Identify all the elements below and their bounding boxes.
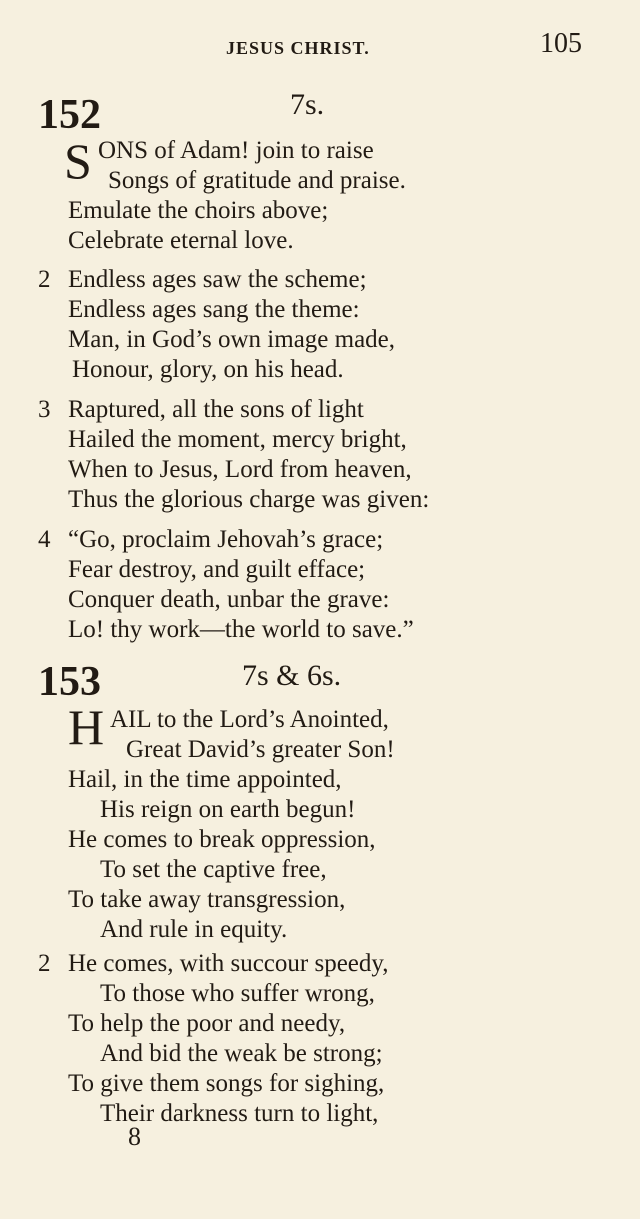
hymn-number-152: 152 [38, 92, 101, 138]
page-number: 105 [540, 28, 582, 59]
hymn-152-verse-2-number: 2 [38, 266, 51, 293]
hymn-153-v1-line-4: His reign on earth begun! [100, 796, 356, 823]
hymn-152-dropcap: S [64, 133, 92, 189]
hymn-152-meter: 7s. [290, 88, 325, 121]
hymn-153-dropcap: H [68, 699, 105, 755]
hymn-153-meter: 7s & 6s. [242, 659, 342, 692]
hymn-152-v2-line-2: Endless ages sang the theme: [68, 296, 360, 323]
hymn-153-v1-line-8: And rule in equity. [100, 916, 288, 943]
hymn-153-v1-line-1: AIL to the Lord’s Anointed, [110, 706, 389, 733]
hymn-153-v2-line-3: To help the poor and needy, [68, 1010, 346, 1037]
hymn-number-153: 153 [38, 659, 101, 705]
hymn-152-v1-line-2: Songs of gratitude and praise. [108, 167, 406, 194]
hymn-152-v4-line-2: Fear destroy, and guilt efface; [68, 556, 366, 583]
signature-mark: 8 [128, 1122, 141, 1151]
hymn-152-v3-line-4: Thus the glorious charge was given: [68, 486, 430, 513]
hymn-152-v4-line-3: Conquer death, unbar the grave: [68, 586, 390, 613]
hymn-153-v2-line-1: He comes, with succour speedy, [68, 950, 389, 977]
hymn-153-v1-line-7: To take away transgression, [68, 886, 346, 913]
hymn-153-v1-line-6: To set the captive free, [100, 856, 327, 883]
hymn-152-v3-line-3: When to Jesus, Lord from heaven, [68, 456, 412, 483]
hymn-152-v1-line-4: Celebrate eternal love. [68, 227, 294, 254]
hymn-152-v1-line-3: Emulate the choirs above; [68, 197, 329, 224]
hymn-153-v2-line-6: Their darkness turn to light, [100, 1100, 379, 1127]
hymn-152-v2-line-4: Honour, glory, on his head. [72, 356, 344, 383]
hymn-152-v2-line-3: Man, in God’s own image made, [68, 326, 396, 353]
hymn-152-verse-3-number: 3 [38, 396, 51, 423]
hymn-152-v2-line-1: Endless ages saw the scheme; [68, 266, 367, 293]
hymn-152-v3-line-1: Raptured, all the sons of light [68, 396, 364, 423]
hymn-153-v1-line-2: Great David’s greater Son! [126, 736, 395, 763]
running-header: JESUS CHRIST. [226, 38, 370, 58]
hymn-152-v1-line-1: ONS of Adam! join to raise [98, 137, 374, 164]
hymn-153-v2-line-2: To those who suffer wrong, [100, 980, 375, 1007]
hymn-152-v3-line-2: Hailed the moment, mercy bright, [68, 426, 407, 453]
hymn-153-v1-line-5: He comes to break oppression, [68, 826, 376, 853]
hymn-153-verse-2-number: 2 [38, 950, 51, 977]
hymn-153-v2-line-4: And bid the weak be strong; [100, 1040, 383, 1067]
hymn-152-v4-line-1: “Go, proclaim Jehovah’s grace; [68, 526, 384, 553]
hymn-153-v1-line-3: Hail, in the time appointed, [68, 766, 342, 793]
hymn-152-verse-4-number: 4 [38, 526, 51, 553]
hymn-152-v4-line-4: Lo! thy work—the world to save.” [68, 616, 414, 643]
hymn-153-v2-line-5: To give them songs for sighing, [68, 1070, 385, 1097]
